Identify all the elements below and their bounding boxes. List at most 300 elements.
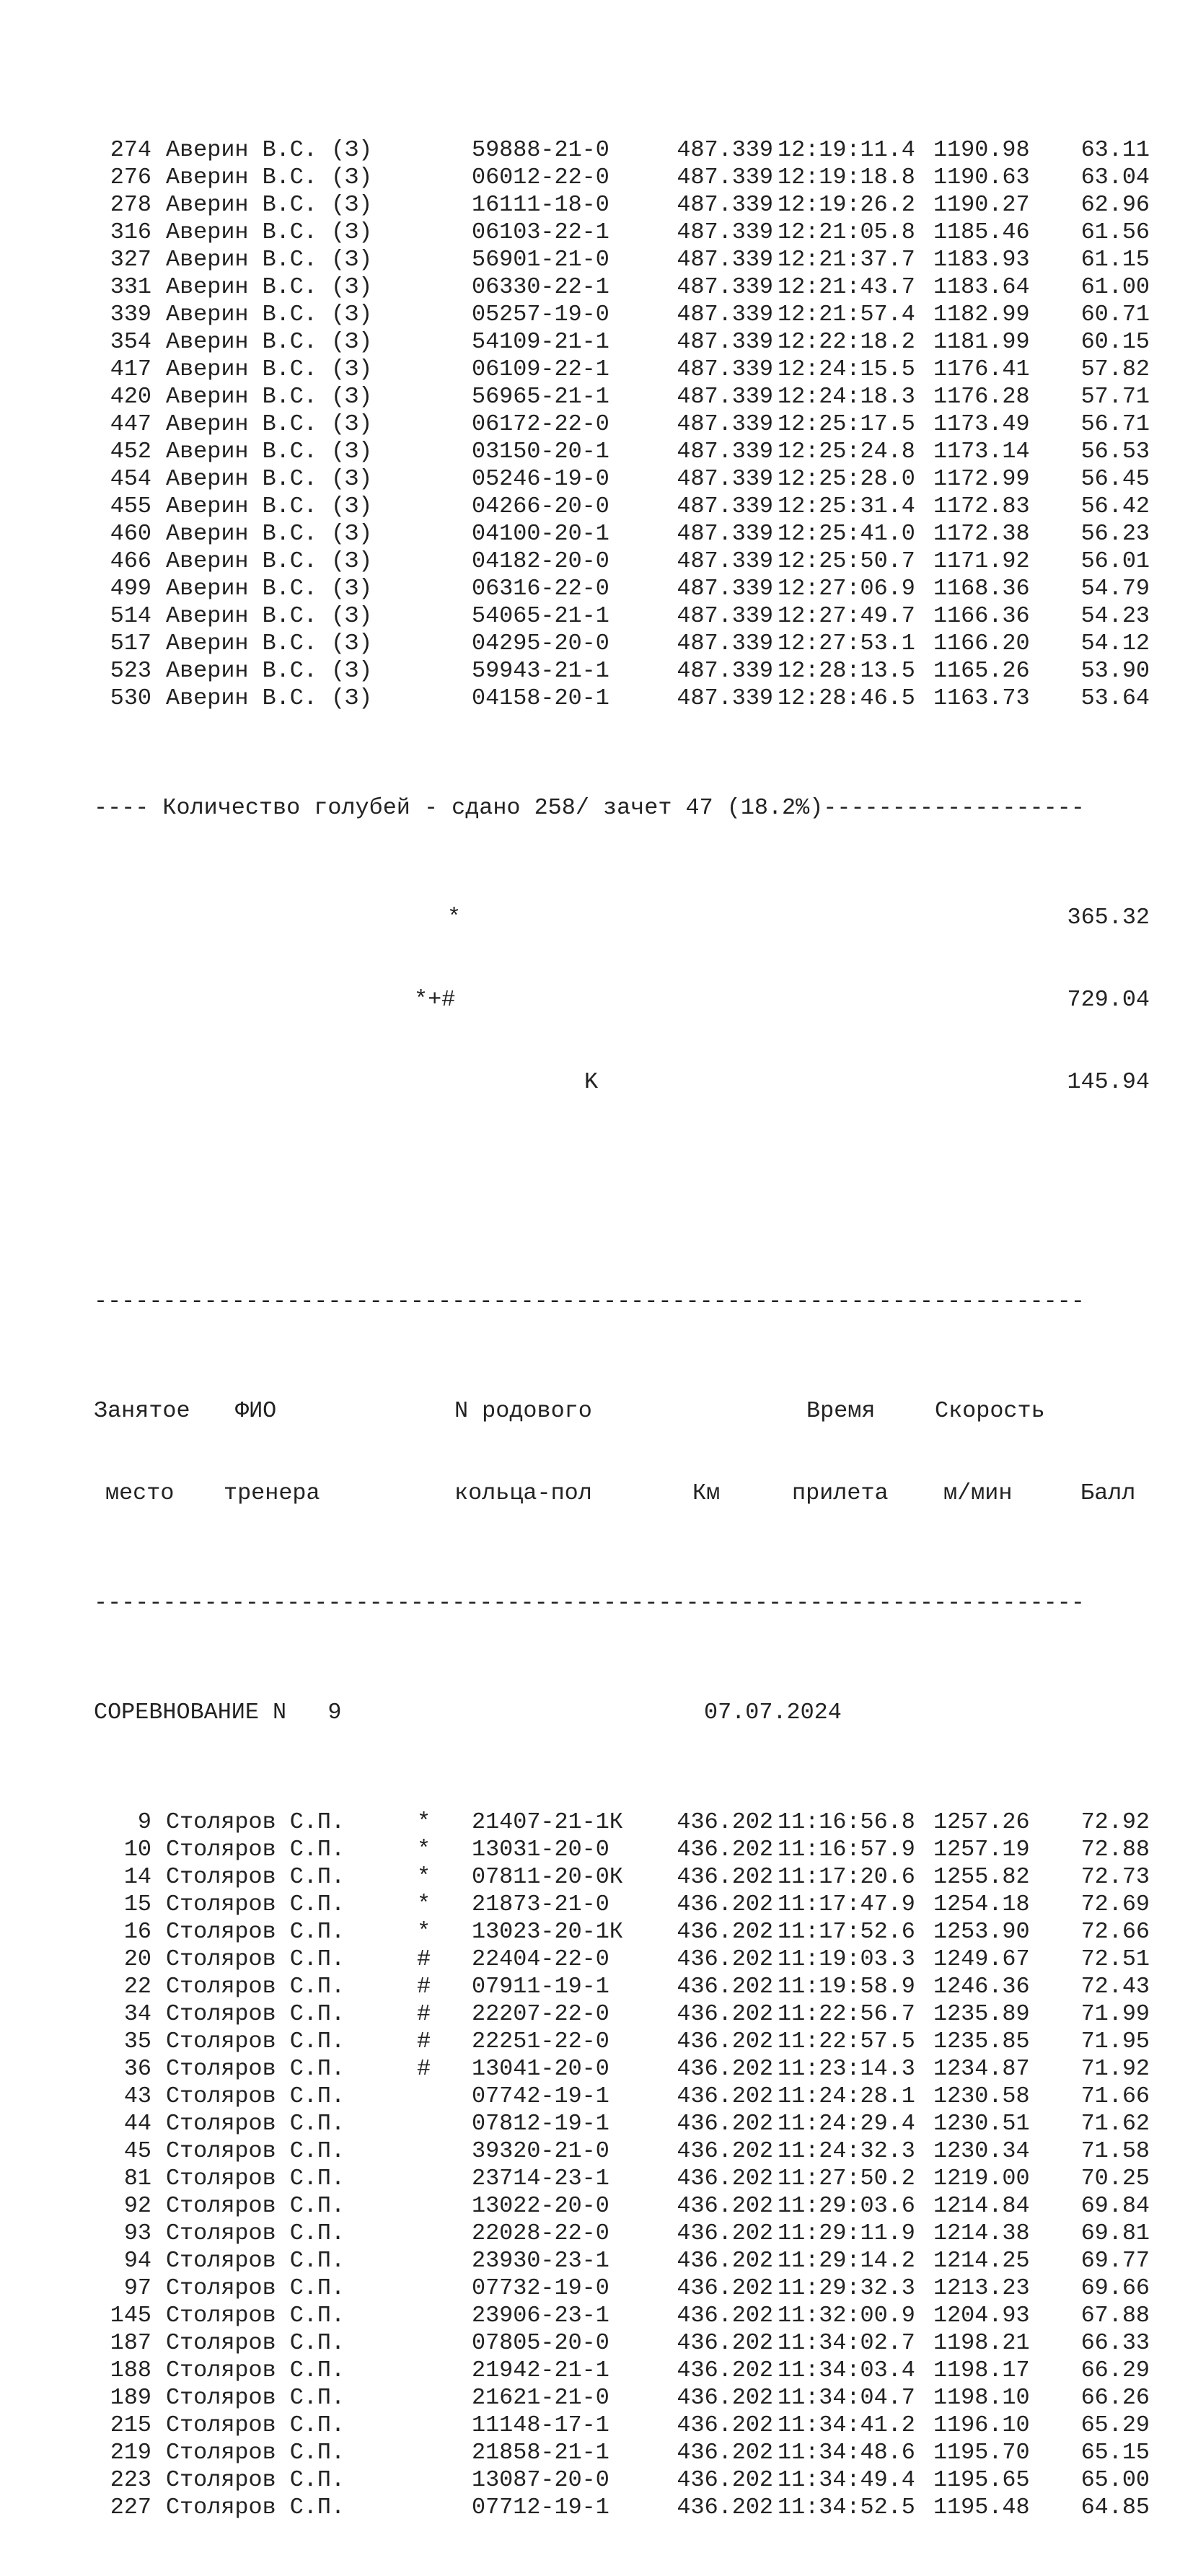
distance-km: 487.339 (677, 521, 773, 547)
table-row (94, 685, 1150, 712)
speed-value: 1254.18 (933, 1891, 1030, 1917)
trainer-name: Столяров С.П. (166, 1837, 345, 1863)
speed-value: 1198.17 (933, 2357, 1030, 2383)
place-cell: 188 (110, 2357, 151, 2383)
distance-km: 436.202 (677, 2083, 773, 2109)
ring-number: 16111-18-0 (472, 192, 609, 218)
ring-number: 39320-21-0 (472, 2138, 609, 2164)
score-value: 64.85 (1080, 2494, 1150, 2520)
distance-km: 487.339 (677, 685, 773, 711)
place-cell: 327 (110, 247, 151, 273)
table-row (94, 2384, 1150, 2412)
score-value: 56.23 (1080, 521, 1150, 547)
arrival-time: 12:28:46.5 (778, 685, 915, 711)
speed-value: 1198.10 (933, 2385, 1030, 2411)
place-cell: 10 (123, 1837, 151, 1863)
ring-number: 03150-20-1 (472, 439, 609, 465)
ring-number: 23930-23-1 (472, 2248, 609, 2274)
place-cell: 354 (110, 329, 151, 355)
trainer-name: Столяров С.П. (166, 2275, 345, 2301)
score-value: 61.15 (1080, 247, 1150, 273)
speed-value: 1214.84 (933, 2193, 1030, 2219)
trainer-name: Столяров С.П. (166, 2056, 345, 2082)
arrival-time: 11:34:52.5 (778, 2494, 915, 2520)
arrival-time: 12:21:57.4 (778, 302, 915, 328)
table-row (94, 328, 1150, 356)
arrival-time: 11:29:03.6 (778, 2193, 915, 2219)
score-value: 69.66 (1080, 2275, 1150, 2301)
distance-km: 436.202 (677, 2385, 773, 2411)
header-place: место (105, 1480, 175, 1506)
place-cell: 274 (110, 137, 151, 163)
place-cell: 517 (110, 630, 151, 656)
speed-value: 1195.65 (933, 2467, 1030, 2493)
place-cell: 276 (110, 164, 151, 190)
arrival-time: 11:22:57.5 (778, 2028, 915, 2054)
trainer-name: Аверин В.С. (З) (166, 137, 373, 163)
place-cell: 223 (110, 2467, 151, 2493)
header-ring: N родового (454, 1398, 592, 1424)
place-cell: 97 (123, 2275, 151, 2301)
place-cell: 499 (110, 576, 151, 602)
speed-value: 1246.36 (933, 1974, 1030, 2000)
total-row (94, 986, 1150, 1014)
trainer-name: Столяров С.П. (166, 2494, 345, 2520)
table-row (94, 1836, 1150, 1863)
distance-km: 436.202 (677, 2056, 773, 2082)
table-row (94, 1973, 1150, 2000)
distance-km: 487.339 (677, 384, 773, 410)
ring-number: 21873-21-0 (472, 1891, 609, 1917)
table-row (94, 520, 1150, 548)
arrival-time: 11:24:29.4 (778, 2111, 915, 2137)
score-value: 72.51 (1080, 1946, 1150, 1972)
trainer-name: Аверин В.С. (З) (166, 274, 373, 300)
trainer-name: Столяров С.П. (166, 2083, 345, 2109)
place-cell: 189 (110, 2385, 151, 2411)
header-place: Занятое (94, 1398, 190, 1424)
trainer-name: Столяров С.П. (166, 2193, 345, 2219)
score-value: 65.00 (1080, 2467, 1150, 2493)
table-row (94, 301, 1150, 328)
speed-value: 1198.21 (933, 2330, 1030, 2356)
arrival-time: 11:19:58.9 (778, 1974, 915, 2000)
table-row (94, 191, 1150, 219)
ring-number: 04182-20-0 (472, 548, 609, 574)
speed-value: 1257.19 (933, 1837, 1030, 1863)
table-row (94, 246, 1150, 273)
distance-km: 436.202 (677, 2166, 773, 2192)
table-row (94, 2439, 1150, 2466)
distance-km: 436.202 (677, 2220, 773, 2246)
score-value: 72.69 (1080, 1891, 1150, 1917)
arrival-time: 11:34:48.6 (778, 2440, 915, 2466)
speed-value: 1173.14 (933, 439, 1030, 465)
ring-number: 22251-22-0 (472, 2028, 609, 2054)
speed-value: 1196.10 (933, 2412, 1030, 2438)
mark-symbol: * (417, 1809, 431, 1835)
table-row (94, 2000, 1150, 2028)
place-cell: 454 (110, 466, 151, 492)
trainer-name: Аверин В.С. (З) (166, 356, 373, 382)
place-cell: 45 (123, 2138, 151, 2164)
ring-number: 13031-20-0 (472, 1837, 609, 1863)
distance-km: 436.202 (677, 2357, 773, 2383)
table-row (94, 2357, 1150, 2384)
distance-km: 487.339 (677, 630, 773, 656)
trainer-name: Аверин В.С. (З) (166, 493, 373, 519)
score-value: 56.01 (1080, 548, 1150, 574)
speed-value: 1257.26 (933, 1809, 1030, 1835)
trainer-name: Аверин В.С. (З) (166, 439, 373, 465)
arrival-time: 11:32:00.9 (778, 2303, 915, 2329)
table-row (94, 1808, 1150, 1836)
mark-symbol: # (417, 1974, 431, 2000)
table-row (94, 1946, 1150, 1973)
arrival-time: 12:25:50.7 (778, 548, 915, 574)
distance-km: 436.202 (677, 1974, 773, 2000)
place-cell: 16 (123, 1919, 151, 1945)
distance-km: 436.202 (677, 2111, 773, 2137)
trainer-name: Аверин В.С. (З) (166, 192, 373, 218)
arrival-time: 11:29:32.3 (778, 2275, 915, 2301)
trainer-name: Столяров С.П. (166, 2467, 345, 2493)
table-row (94, 548, 1150, 575)
distance-km: 487.339 (677, 548, 773, 574)
speed-value: 1230.51 (933, 2111, 1030, 2137)
score-value: 66.29 (1080, 2357, 1150, 2383)
score-value: 71.92 (1080, 2056, 1150, 2082)
table-row (94, 2165, 1150, 2192)
ring-number: 07742-19-1 (472, 2083, 609, 2109)
trainer-name: Аверин В.С. (З) (166, 576, 373, 602)
score-value: 54.12 (1080, 630, 1150, 656)
arrival-time: 12:25:24.8 (778, 439, 915, 465)
arrival-time: 12:28:13.5 (778, 658, 915, 684)
score-value: 62.96 (1080, 192, 1150, 218)
place-cell: 339 (110, 302, 151, 328)
ring-number: 07812-19-1 (472, 2111, 609, 2137)
place-cell: 523 (110, 658, 151, 684)
distance-km: 487.339 (677, 329, 773, 355)
total-value: 729.04 (1067, 987, 1150, 1013)
trainer-name: Аверин В.С. (З) (166, 411, 373, 437)
distance-km: 487.339 (677, 411, 773, 437)
place-cell: 460 (110, 521, 151, 547)
distance-km: 436.202 (677, 2494, 773, 2520)
table-row (94, 164, 1150, 191)
ring-number: 04295-20-0 (472, 630, 609, 656)
table-row (94, 1863, 1150, 1891)
arrival-time: 11:17:20.6 (778, 1864, 915, 1890)
trainer-name: Столяров С.П. (166, 1864, 345, 1890)
score-value: 54.23 (1080, 603, 1150, 629)
column-header-row-2 (94, 1480, 1147, 1507)
ring-number: 06012-22-0 (472, 164, 609, 190)
ring-number: 06330-22-1 (472, 274, 609, 300)
speed-value: 1171.92 (933, 548, 1030, 574)
score-value: 56.42 (1080, 493, 1150, 519)
place-cell: 219 (110, 2440, 151, 2466)
table-row (94, 2329, 1150, 2357)
arrival-time: 11:34:04.7 (778, 2385, 915, 2411)
column-header-row-1 (94, 1397, 1147, 1425)
rule-line: ------------------------------------------------------------------------ (94, 1288, 1085, 1314)
place-cell: 278 (110, 192, 151, 218)
place-cell: 93 (123, 2220, 151, 2246)
place-cell: 466 (110, 548, 151, 574)
speed-value: 1185.46 (933, 219, 1030, 245)
distance-km: 436.202 (677, 1891, 773, 1917)
total-symbol: *+# (414, 987, 456, 1013)
table-row (94, 2466, 1150, 2494)
table-row (94, 136, 1150, 164)
score-value: 57.82 (1080, 356, 1150, 382)
distance-km: 436.202 (677, 2330, 773, 2356)
table-row (94, 2412, 1150, 2439)
ring-number: 05257-19-0 (472, 302, 609, 328)
arrival-time: 12:27:53.1 (778, 630, 915, 656)
arrival-time: 11:23:14.3 (778, 2056, 915, 2082)
arrival-time: 12:22:18.2 (778, 329, 915, 355)
arrival-time: 11:17:52.6 (778, 1919, 915, 1945)
mark-symbol: * (417, 1891, 431, 1917)
rule-bottom (94, 1589, 1147, 1617)
ring-number: 23906-23-1 (472, 2303, 609, 2329)
arrival-time: 11:24:32.3 (778, 2138, 915, 2164)
speed-value: 1190.63 (933, 164, 1030, 190)
trainer-name: Столяров С.П. (166, 1891, 345, 1917)
speed-value: 1172.99 (933, 466, 1030, 492)
mark-symbol: * (417, 1919, 431, 1945)
arrival-time: 12:27:06.9 (778, 576, 915, 602)
table-row (94, 2028, 1150, 2055)
score-value: 71.95 (1080, 2028, 1150, 2054)
place-cell: 316 (110, 219, 151, 245)
trainer-name: Столяров С.П. (166, 2111, 345, 2137)
ring-number: 06103-22-1 (472, 219, 609, 245)
distance-km: 436.202 (677, 2303, 773, 2329)
ring-number: 05246-19-0 (472, 466, 609, 492)
distance-km: 487.339 (677, 164, 773, 190)
place-cell: 22 (123, 1974, 151, 2000)
table-row (94, 2274, 1150, 2302)
trainer-name: Столяров С.П. (166, 2001, 345, 2027)
score-value: 69.84 (1080, 2193, 1150, 2219)
speed-value: 1176.28 (933, 384, 1030, 410)
speed-value: 1255.82 (933, 1864, 1030, 1890)
ring-number: 56901-21-0 (472, 247, 609, 273)
distance-km: 487.339 (677, 493, 773, 519)
arrival-time: 12:21:43.7 (778, 274, 915, 300)
score-value: 61.00 (1080, 274, 1150, 300)
trainer-name: Столяров С.П. (166, 2166, 345, 2192)
arrival-time: 11:34:49.4 (778, 2467, 915, 2493)
table-row (94, 493, 1150, 520)
trainer-name: Столяров С.П. (166, 2138, 345, 2164)
trainer-name: Столяров С.П. (166, 1946, 345, 1972)
place-cell: 43 (123, 2083, 151, 2109)
speed-value: 1182.99 (933, 302, 1030, 328)
arrival-time: 11:27:50.2 (778, 2166, 915, 2192)
distance-km: 487.339 (677, 219, 773, 245)
arrival-time: 12:25:31.4 (778, 493, 915, 519)
distance-km: 436.202 (677, 2275, 773, 2301)
table-row (94, 2494, 1150, 2521)
distance-km: 436.202 (677, 2440, 773, 2466)
trainer-name: Столяров С.П. (166, 2440, 345, 2466)
speed-value: 1230.34 (933, 2138, 1030, 2164)
score-value: 65.29 (1080, 2412, 1150, 2438)
place-cell: 452 (110, 439, 151, 465)
place-cell: 215 (110, 2412, 151, 2438)
speed-value: 1195.70 (933, 2440, 1030, 2466)
rule-top (94, 1288, 1147, 1315)
header-score: Балл (1080, 1480, 1136, 1506)
score-value: 71.99 (1080, 2001, 1150, 2027)
speed-value: 1183.93 (933, 247, 1030, 273)
header-speed: м/мин (943, 1480, 1013, 1506)
distance-km: 487.339 (677, 247, 773, 273)
ring-number: 04266-20-0 (472, 493, 609, 519)
trainer-name: Аверин В.С. (З) (166, 329, 373, 355)
header-ring: кольца-пол (454, 1480, 592, 1506)
table-row (94, 630, 1150, 657)
speed-value: 1195.48 (933, 2494, 1030, 2520)
ring-number: 07811-20-0К (472, 1864, 623, 1890)
place-cell: 530 (110, 685, 151, 711)
trainer-name: Аверин В.С. (З) (166, 219, 373, 245)
header-km: Км (692, 1480, 721, 1506)
trainer-name: Аверин В.С. (З) (166, 466, 373, 492)
place-cell: 331 (110, 274, 151, 300)
speed-value: 1230.58 (933, 2083, 1030, 2109)
score-value: 72.88 (1080, 1837, 1150, 1863)
ring-number: 21942-21-1 (472, 2357, 609, 2383)
ring-number: 07732-19-0 (472, 2275, 609, 2301)
ring-number: 11148-17-1 (472, 2412, 609, 2438)
total-symbol: * (447, 905, 462, 931)
distance-km: 436.202 (677, 1864, 773, 1890)
arrival-time: 11:16:56.8 (778, 1809, 915, 1835)
score-value: 72.66 (1080, 1919, 1150, 1945)
arrival-time: 12:24:18.3 (778, 384, 915, 410)
place-cell: 14 (123, 1864, 151, 1890)
score-value: 53.64 (1080, 685, 1150, 711)
place-cell: 92 (123, 2193, 151, 2219)
place-cell: 44 (123, 2111, 151, 2137)
place-cell: 20 (123, 1946, 151, 1972)
arrival-time: 12:19:26.2 (778, 192, 915, 218)
score-value: 72.43 (1080, 1974, 1150, 2000)
arrival-time: 11:34:03.4 (778, 2357, 915, 2383)
ring-number: 22028-22-0 (472, 2220, 609, 2246)
arrival-time: 11:34:41.2 (778, 2412, 915, 2438)
score-value: 63.04 (1080, 164, 1150, 190)
score-value: 72.73 (1080, 1864, 1150, 1890)
place-cell: 514 (110, 603, 151, 629)
trainer-name: Столяров С.П. (166, 1974, 345, 2000)
table-row (94, 2110, 1150, 2137)
section-1-results (94, 136, 1150, 712)
table-row (94, 1918, 1150, 1946)
score-value: 71.58 (1080, 2138, 1150, 2164)
distance-km: 487.339 (677, 576, 773, 602)
speed-value: 1166.20 (933, 630, 1030, 656)
arrival-time: 11:34:02.7 (778, 2330, 915, 2356)
arrival-time: 12:27:49.7 (778, 603, 915, 629)
place-cell: 35 (123, 2028, 151, 2054)
distance-km: 487.339 (677, 137, 773, 163)
distance-km: 436.202 (677, 2467, 773, 2493)
distance-km: 487.339 (677, 274, 773, 300)
table-row (94, 438, 1150, 465)
arrival-time: 12:25:41.0 (778, 521, 915, 547)
rule-line: ------------------------------------------------------------------------ (94, 1590, 1085, 1616)
distance-km: 436.202 (677, 1919, 773, 1945)
mark-symbol: # (417, 2001, 431, 2027)
score-value: 54.79 (1080, 576, 1150, 602)
speed-value: 1219.00 (933, 2166, 1030, 2192)
header-time: Время (806, 1398, 876, 1424)
ring-number: 06316-22-0 (472, 576, 609, 602)
score-value: 60.15 (1080, 329, 1150, 355)
trainer-name: Столяров С.П. (166, 1919, 345, 1945)
arrival-time: 11:22:56.7 (778, 2001, 915, 2027)
trainer-name: Столяров С.П. (166, 2385, 345, 2411)
table-row (94, 2055, 1150, 2083)
distance-km: 436.202 (677, 2028, 773, 2054)
arrival-time: 12:21:05.8 (778, 219, 915, 245)
place-cell: 36 (123, 2056, 151, 2082)
trainer-name: Столяров С.П. (166, 2220, 345, 2246)
header-time: прилета (792, 1480, 889, 1506)
table-row (94, 2247, 1150, 2274)
distance-km: 436.202 (677, 2138, 773, 2164)
place-cell: 227 (110, 2494, 151, 2520)
arrival-time: 11:24:28.1 (778, 2083, 915, 2109)
place-cell: 420 (110, 384, 151, 410)
score-value: 60.71 (1080, 302, 1150, 328)
table-row (94, 273, 1150, 301)
mark-symbol: # (417, 2056, 431, 2082)
speed-value: 1176.41 (933, 356, 1030, 382)
table-row (94, 2302, 1150, 2329)
ring-number: 21621-21-0 (472, 2385, 609, 2411)
speed-value: 1163.73 (933, 685, 1030, 711)
total-value: 365.32 (1067, 905, 1150, 931)
score-value: 71.62 (1080, 2111, 1150, 2137)
table-row (94, 575, 1150, 602)
header-speed: Скорость (935, 1398, 1045, 1424)
speed-value: 1166.36 (933, 603, 1030, 629)
ring-number: 56965-21-1 (472, 384, 609, 410)
table-row (94, 2192, 1150, 2220)
distance-km: 487.339 (677, 658, 773, 684)
score-value: 56.53 (1080, 439, 1150, 465)
distance-km: 487.339 (677, 439, 773, 465)
ring-number: 22207-22-0 (472, 2001, 609, 2027)
speed-value: 1213.23 (933, 2275, 1030, 2301)
distance-km: 436.202 (677, 2001, 773, 2027)
score-value: 66.26 (1080, 2385, 1150, 2411)
place-cell: 34 (123, 2001, 151, 2027)
distance-km: 436.202 (677, 2412, 773, 2438)
total-symbol: K (584, 1069, 599, 1095)
place-cell: 81 (123, 2166, 151, 2192)
table-row (94, 2083, 1150, 2110)
speed-value: 1181.99 (933, 329, 1030, 355)
